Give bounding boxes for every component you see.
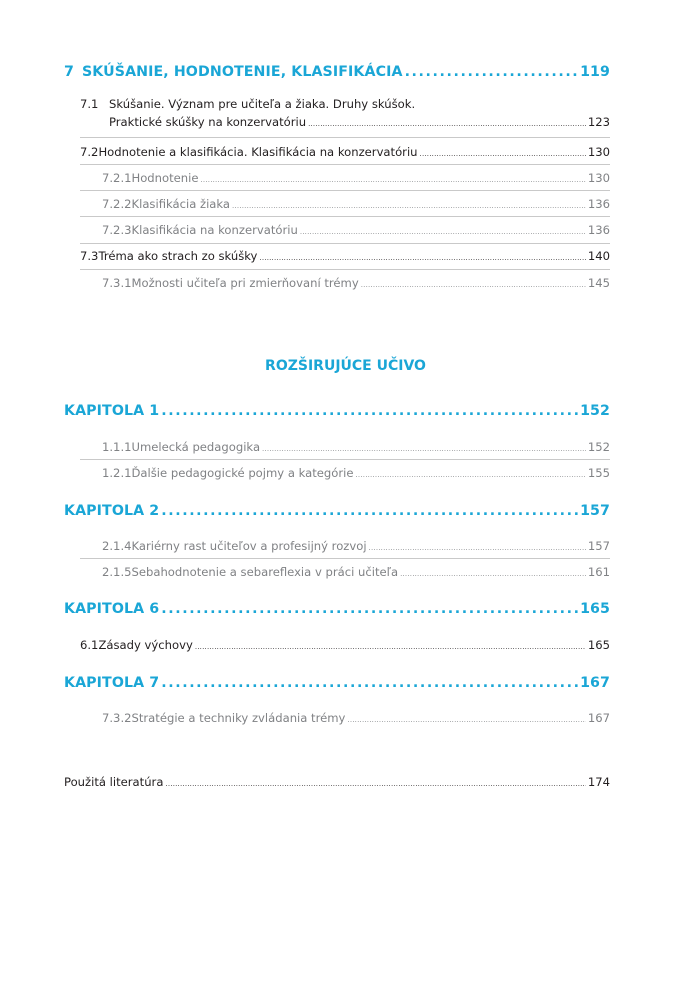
toc-entry-7-2-3[interactable] bbox=[102, 223, 610, 237]
chapter-title: KAPITOLA 2 bbox=[64, 503, 160, 519]
page-number: 167 bbox=[587, 711, 610, 725]
toc-entry-literature[interactable] bbox=[64, 775, 610, 789]
entry-title: Klasifikácia žiaka bbox=[131, 197, 231, 211]
entry-title: Zásady výchovy bbox=[98, 638, 193, 652]
page-number: 165 bbox=[587, 638, 610, 652]
toc-entry-7-2[interactable] bbox=[80, 145, 610, 159]
kapitola-7-heading[interactable] bbox=[64, 675, 610, 691]
toc-entry-2-1-4[interactable] bbox=[102, 539, 610, 553]
dot-leader bbox=[347, 716, 585, 724]
toc-entry-7-3[interactable] bbox=[80, 249, 610, 263]
dot-leader bbox=[161, 601, 578, 617]
toc-entry-1-2-1[interactable] bbox=[102, 466, 610, 480]
page-number: 152 bbox=[580, 403, 610, 419]
entry-number: 7.2.1 bbox=[102, 171, 132, 185]
entry-title-line1: Skúšanie. Význam pre učiteľa a žiaka. Druhy skúšok. bbox=[109, 97, 416, 111]
entry-title: Sebahodnotenie a sebareflexia v práci učiteľa bbox=[131, 565, 399, 579]
chapter-title: KAPITOLA 6 bbox=[64, 601, 160, 617]
chapter-number: 7 bbox=[64, 64, 74, 80]
entry-number: 7.3.1 bbox=[102, 276, 132, 290]
dot-leader bbox=[195, 643, 586, 651]
chapter-title: KAPITOLA 7 bbox=[64, 675, 160, 691]
page-number: 155 bbox=[587, 466, 610, 480]
toc-entry-7-1[interactable] bbox=[80, 97, 610, 111]
entry-title-line2: Praktické skúšky na konzervatóriu bbox=[109, 115, 307, 129]
entry-number: 1.2.1 bbox=[102, 466, 132, 480]
dot-leader bbox=[232, 202, 586, 210]
dot-leader bbox=[300, 228, 586, 236]
toc-entry-7-1-line2[interactable] bbox=[109, 115, 610, 129]
page-number: 145 bbox=[587, 276, 610, 290]
kapitola-6-heading[interactable] bbox=[64, 601, 610, 617]
entry-title: Možnosti učiteľa pri zmierňovaní trémy bbox=[131, 276, 359, 290]
toc-entry-7-3-1[interactable] bbox=[102, 276, 610, 290]
dot-leader bbox=[161, 675, 578, 691]
entry-number: 6.1 bbox=[80, 638, 99, 652]
toc-entry-7-2-2[interactable] bbox=[102, 197, 610, 211]
dot-leader bbox=[262, 445, 586, 453]
entry-title: Klasifikácia na konzervatóriu bbox=[131, 223, 298, 237]
dot-leader bbox=[369, 544, 586, 552]
toc-entry-1-1-1[interactable] bbox=[102, 440, 610, 454]
entry-title: Kariérny rast učiteľov a profesijný rozvoj bbox=[131, 539, 367, 553]
page-number: 165 bbox=[580, 601, 610, 617]
chapter-title: SKÚŠANIE, HODNOTENIE, KLASIFIKÁCIA bbox=[81, 64, 403, 80]
dot-leader bbox=[165, 780, 585, 788]
entry-number: 2.1.5 bbox=[102, 565, 132, 579]
dot-leader bbox=[161, 403, 578, 419]
dot-leader bbox=[308, 120, 586, 128]
dot-leader bbox=[201, 176, 586, 184]
dot-leader bbox=[161, 503, 578, 519]
entry-title: Tréma ako strach zo skúšky bbox=[98, 249, 258, 263]
divider bbox=[80, 164, 610, 165]
dot-leader bbox=[356, 471, 586, 479]
entry-number: 7.3 bbox=[80, 249, 99, 263]
entry-number: 7.1 bbox=[80, 97, 99, 111]
toc-entry-7-2-1[interactable] bbox=[102, 171, 610, 185]
dot-leader bbox=[361, 281, 586, 289]
chapter-title: KAPITOLA 1 bbox=[64, 403, 160, 419]
chapter-7-heading[interactable] bbox=[64, 64, 610, 80]
divider bbox=[80, 269, 610, 270]
entry-title: Ďalšie pedagogické pojmy a kategórie bbox=[131, 466, 354, 480]
entry-number: 1.1.1 bbox=[102, 440, 132, 454]
divider bbox=[80, 558, 610, 559]
kapitola-2-heading[interactable] bbox=[64, 503, 610, 519]
entry-number: 7.2 bbox=[80, 145, 99, 159]
page-number: 130 bbox=[587, 145, 610, 159]
page-number: 174 bbox=[587, 775, 610, 789]
page-number: 136 bbox=[587, 223, 610, 237]
entry-title: Umelecká pedagogika bbox=[131, 440, 261, 454]
page-number: 130 bbox=[587, 171, 610, 185]
entry-title: Hodnotenie bbox=[131, 171, 199, 185]
divider bbox=[80, 190, 610, 191]
page-number: 167 bbox=[580, 675, 610, 691]
entry-number: 7.3.2 bbox=[102, 711, 132, 725]
entry-title: Použitá literatúra bbox=[64, 775, 164, 789]
page-number: 157 bbox=[587, 539, 610, 553]
entry-number: 7.2.3 bbox=[102, 223, 132, 237]
page-number: 136 bbox=[587, 197, 610, 211]
page-number: 157 bbox=[580, 503, 610, 519]
dot-leader bbox=[259, 254, 585, 262]
entry-number: 2.1.4 bbox=[102, 539, 132, 553]
kapitola-1-heading[interactable] bbox=[64, 403, 610, 419]
entry-title: Stratégie a techniky zvládania trémy bbox=[131, 711, 346, 725]
dot-leader bbox=[405, 64, 579, 80]
entry-title: Hodnotenie a klasifikácia. Klasifikácia na konzervatóriu bbox=[98, 145, 418, 159]
page-number: 123 bbox=[587, 115, 610, 129]
divider bbox=[80, 216, 610, 217]
entry-number: 7.2.2 bbox=[102, 197, 132, 211]
toc-entry-7-3-2[interactable] bbox=[102, 711, 610, 725]
page-number: 161 bbox=[587, 565, 610, 579]
dot-leader bbox=[400, 570, 586, 578]
page-number: 140 bbox=[587, 249, 610, 263]
page-number: 152 bbox=[587, 440, 610, 454]
page-number: 119 bbox=[580, 64, 610, 80]
dot-leader bbox=[420, 150, 586, 158]
divider bbox=[80, 459, 610, 460]
section-title: ROZŠIRUJÚCE UČIVO bbox=[265, 358, 426, 374]
toc-entry-6-1[interactable] bbox=[80, 638, 610, 652]
divider bbox=[80, 243, 610, 244]
divider bbox=[80, 137, 610, 138]
toc-entry-2-1-5[interactable] bbox=[102, 565, 610, 579]
